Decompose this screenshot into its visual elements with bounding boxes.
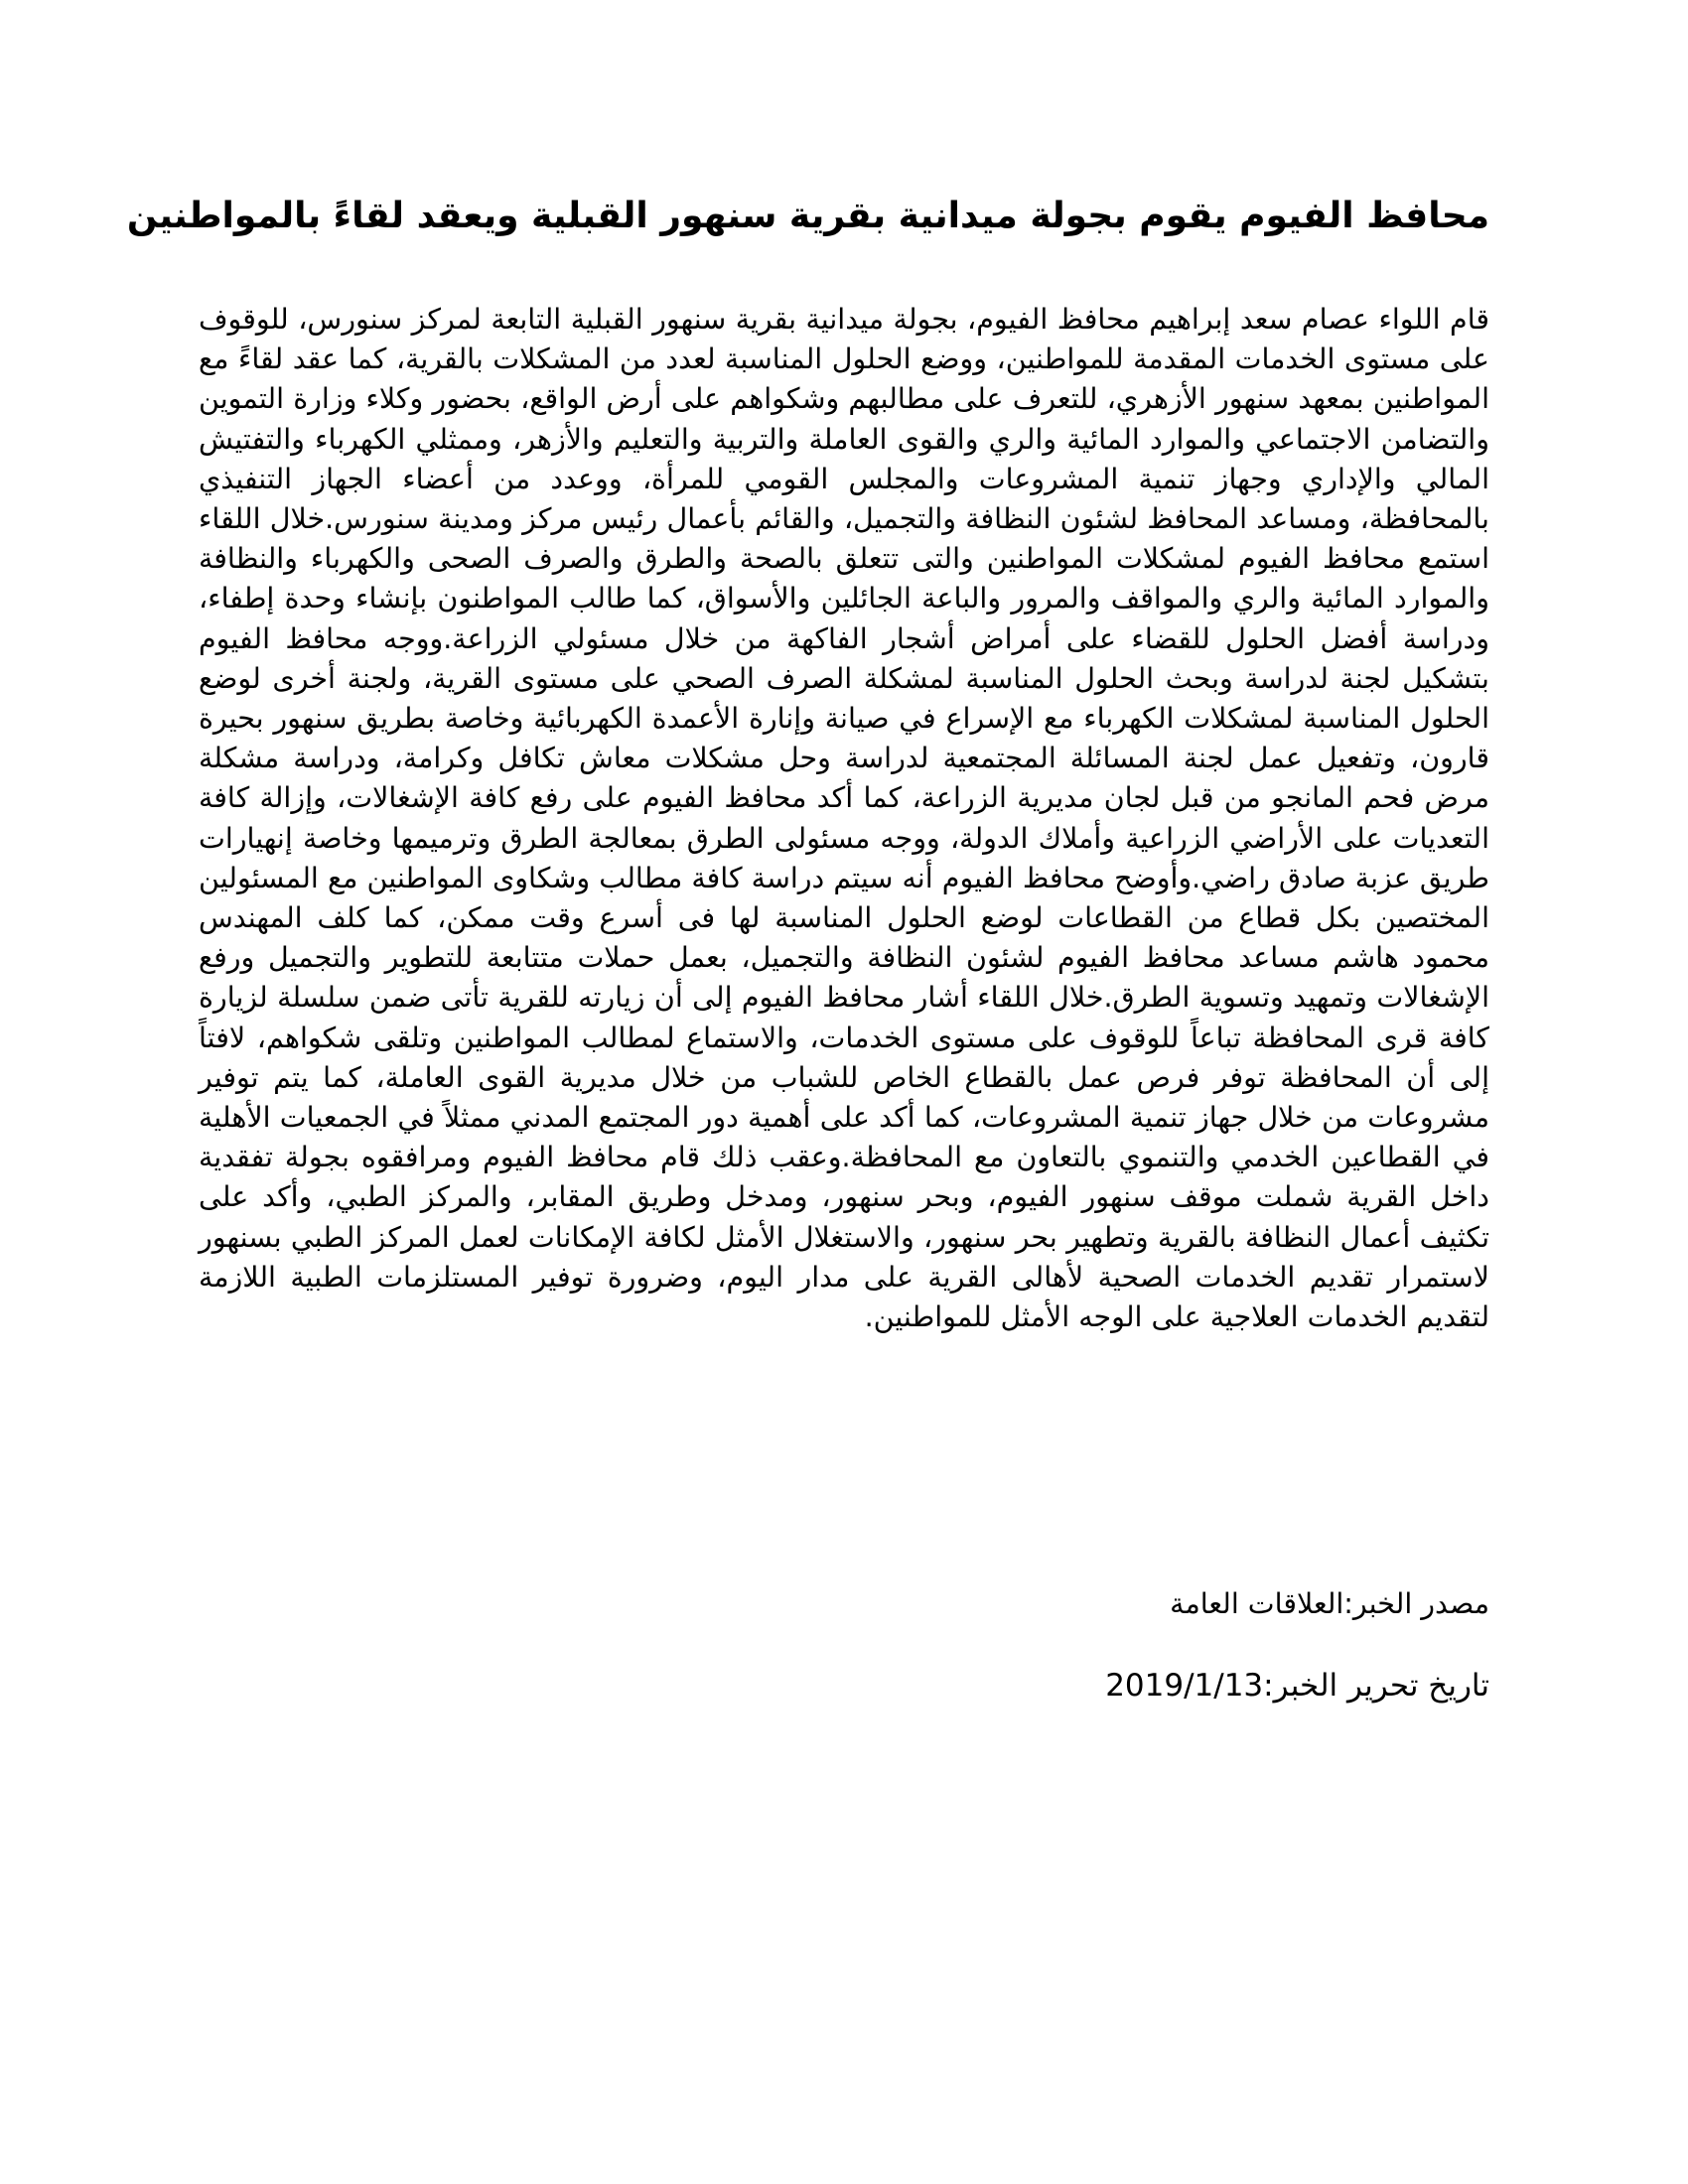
news-date: تاريخ تحرير الخبر:2019/1/13 bbox=[1105, 1668, 1489, 1704]
article-title: محافظ الفيوم يقوم بجولة ميدانية بقرية سنهور القبلية ويعقد لقاءً بالمواطنين bbox=[126, 196, 1489, 236]
news-source: مصدر الخبر:العلاقات العامة bbox=[1170, 1587, 1489, 1620]
article-body: قام اللواء عصام سعد إبراهيم محافظ الفيوم، بجولة ميدانية بقرية سنهور القبلية التابعة لمركز سنورس، للوقوف على مستوى الخدمات المقدمة للمواطنين، ووضع الحلول المناسبة لعدد من المشكلات بالقرية، كما عقد لقاءً مع المواطنين بمعهد سنهور الأزهري، للتعرف على مطالبهم وشكواهم على أرض الواقع، بحضور وكلاء وزارة التموين والتضامن الاجتماعي والموارد المائية والري والقوى العاملة والتربية والتعليم والأزهر، وممثلي الكهرباء والتفتيش المالي والإداري وجهاز تنمية المشروعات والمجلس القومي للمرأة، ووعدد من أعضاء الجهاز التنفيذي بالمحافظة، ومساعد المحافظ لشئون النظافة والتجميل، والقائم بأعمال رئيس مركز ومدينة سنورس.خلال اللقاء استمع محافظ الفيوم لمشكلات المواطنين والتى تتعلق بالصحة والطرق والصرف الصحى والكهرباء والنظافة والموارد المائية والري والمواقف والمرور والباعة الجائلين والأسواق، كما طالب المواطنون بإنشاء وحدة إطفاء، ودراسة أفضل الحلول للقضاء على أمراض أشجار الفاكهة من خلال مسئولي الزراعة.ووجه محافظ الفيوم بتشكيل لجنة لدراسة وبحث الحلول المناسبة لمشكلة الصرف الصحي على مستوى القرية، ولجنة أخرى لوضع الحلول المناسبة لمشكلات الكهرباء مع الإسراع في صيانة وإنارة الأعمدة الكهربائية وخاصة بطريق سنهور بحيرة قارون، وتفعيل عمل لجنة المسائلة المجتمعية لدراسة وحل مشكلات معاش تكافل وكرامة، ودراسة مشكلة مرض فحم المانجو من قبل لجان مديرية الزراعة، كما أكد محافظ الفيوم على رفع كافة الإشغالات، وإزالة كافة التعديات على الأراضي الزراعية وأملاك الدولة، ووجه مسئولى الطرق بمعالجة الطرق وترميمها وخاصة إنهيارات طريق عزبة صادق راضي.وأوضح محافظ الفيوم أنه سيتم دراسة كافة مطالب وشكاوى المواطنين مع المسئولين المختصين بكل قطاع من القطاعات لوضع الحلول المناسبة لها فى أسرع وقت ممكن، كما كلف المهندس محمود هاشم مساعد محافظ الفيوم لشئون النظافة والتجميل، بعمل حملات متتابعة للتطوير والتجميل ورفع الإشغالات وتمهيد وتسوية الطرق.خلال اللقاء أشار محافظ الفيوم إلى أن زيارته للقرية تأتى ضمن سلسلة لزيارة كافة قرى المحافظة تباعاً للوقوف على مستوى الخدمات، والاستماع لمطالب المواطنين وتلقى شكواهم، لافتاً إلى أن المحافظة توفر فرص عمل بالقطاع الخاص للشباب من خلال مديرية القوى العاملة، كما يتم توفير مشروعات من خلال جهاز تنمية المشروعات، كما أكد على أهمية دور المجتمع المدني ممثلاً في الجمعيات الأهلية في القطاعين الخدمي والتنموي بالتعاون مع المحافظة.وعقب ذلك قام محافظ الفيوم ومرافقوه بجولة تفقدية داخل القرية شملت موقف سنهور الفيوم، وبحر سنهور، ومدخل وطريق المقابر، والمركز الطبي، وأكد على تكثيف أعمال النظافة بالقرية وتطهير بحر سنهور، والاستغلال الأمثل لكافة الإمكانات لعمل المركز الطبي بسنهور لاستمرار تقديم الخدمات الصحية لأهالى القرية على مدار اليوم، وضرورة توفير المستلزمات الطبية اللازمة لتقديم الخدمات العلاجية على الوجه الأمثل للمواطنين. bbox=[199, 303, 1489, 1334]
document-page bbox=[126, 0, 1489, 2184]
